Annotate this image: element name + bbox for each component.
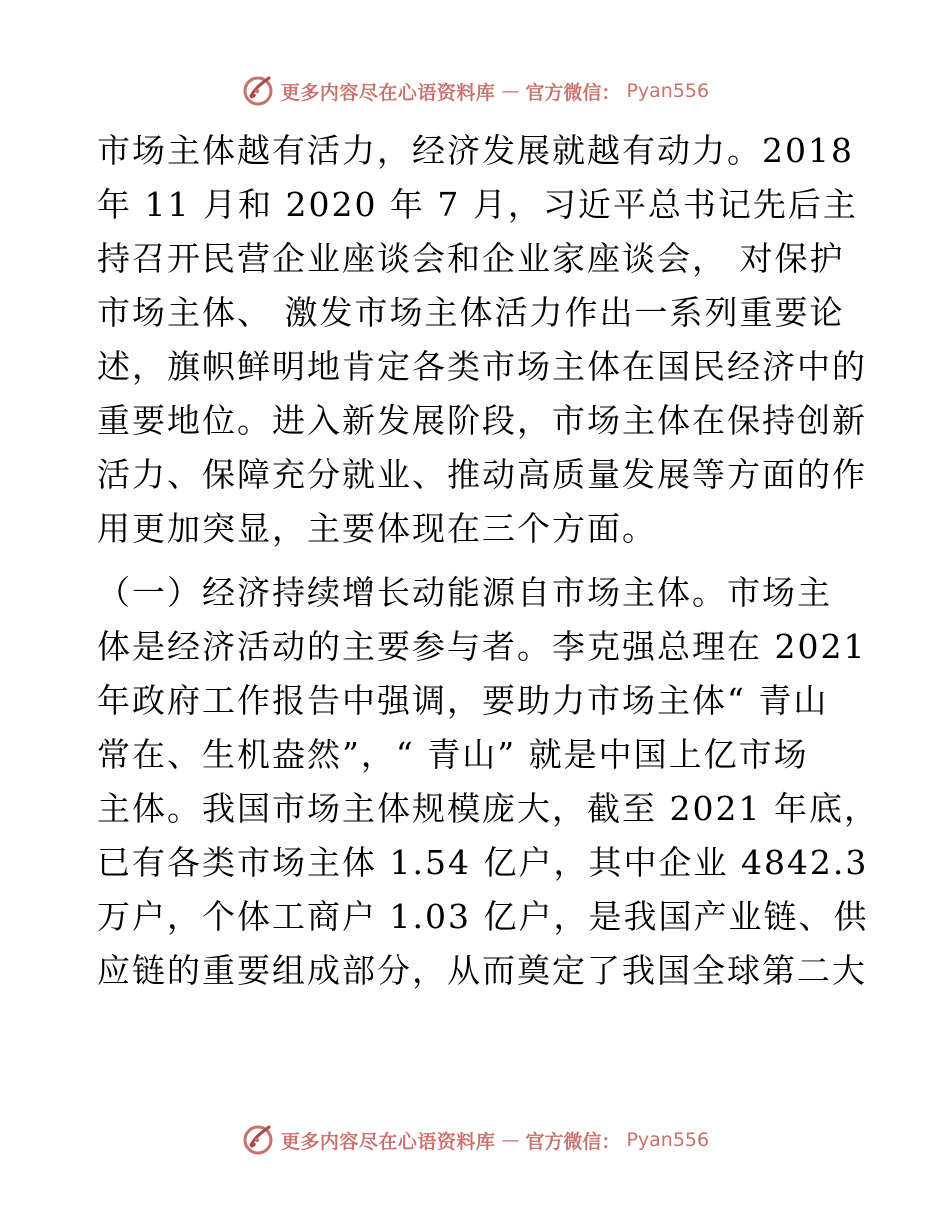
watermark-site-text: 更多内容尽在心语资料库 — [280, 1130, 496, 1153]
text-line: 主体。我国市场主体规模庞大，截至 2021 年底， — [97, 789, 879, 828]
text-line: 持召开民营企业座谈会和企业家座谈会， 对保护 — [97, 239, 845, 278]
text-line: 述，旗帜鲜明地肯定各类市场主体在国民经济中的 — [97, 347, 867, 386]
watermark-dash: — — [501, 1129, 520, 1151]
watermark-site-text: 更多内容尽在心语资料库 — [280, 81, 496, 104]
paragraph-1 — [97, 124, 867, 556]
text-line: 市场主体越有活力，经济发展就越有动力。2018 — [97, 131, 854, 170]
text-line: 年 11 月和 2020 年 7 月，习近平总书记先后主 — [97, 185, 858, 224]
document-body — [97, 124, 879, 998]
text-line: 已有各类市场主体 1.54 亿户，其中企业 4842.3 — [97, 843, 869, 882]
watermark-wechat-label: 官方微信： — [525, 81, 621, 104]
text-line: 市场主体、 激发市场主体活力作出一系列重要论 — [97, 293, 845, 332]
paragraph-2 — [97, 566, 879, 998]
brush-logo-icon — [241, 74, 275, 108]
watermark-wechat-id: Pyan556 — [626, 1129, 710, 1151]
text-line: （一）经济持续增长动能源自市场主体。市场主 — [97, 573, 832, 612]
paragraph-spacer — [97, 556, 857, 566]
text-line: 应链的重要组成部分，从而奠定了我国全球第二大 — [97, 951, 867, 990]
watermark-dash: — — [501, 80, 520, 102]
watermark-wechat-id: Pyan556 — [626, 80, 710, 102]
brush-logo-icon — [241, 1123, 275, 1157]
footer-watermark — [0, 1120, 950, 1160]
text-line: 体是经济活动的主要参与者。李克强总理在 2021 — [97, 627, 867, 666]
text-line: 用更加突显，主要体现在三个方面。 — [97, 509, 657, 548]
header-watermark — [0, 71, 950, 111]
text-line: 常在、生机盎然”，“ 青山” 就是中国上亿市场 — [97, 735, 809, 774]
text-line: 活力、保障充分就业、推动高质量发展等方面的作 — [97, 455, 867, 494]
text-line: 重要地位。进入新发展阶段，市场主体在保持创新 — [97, 401, 867, 440]
text-line: 年政府工作报告中强调，要助力市场主体“ 青山 — [97, 681, 829, 720]
text-line: 万户，个体工商户 1.03 亿户，是我国产业链、供 — [97, 897, 869, 936]
watermark-wechat-label: 官方微信： — [525, 1130, 621, 1153]
